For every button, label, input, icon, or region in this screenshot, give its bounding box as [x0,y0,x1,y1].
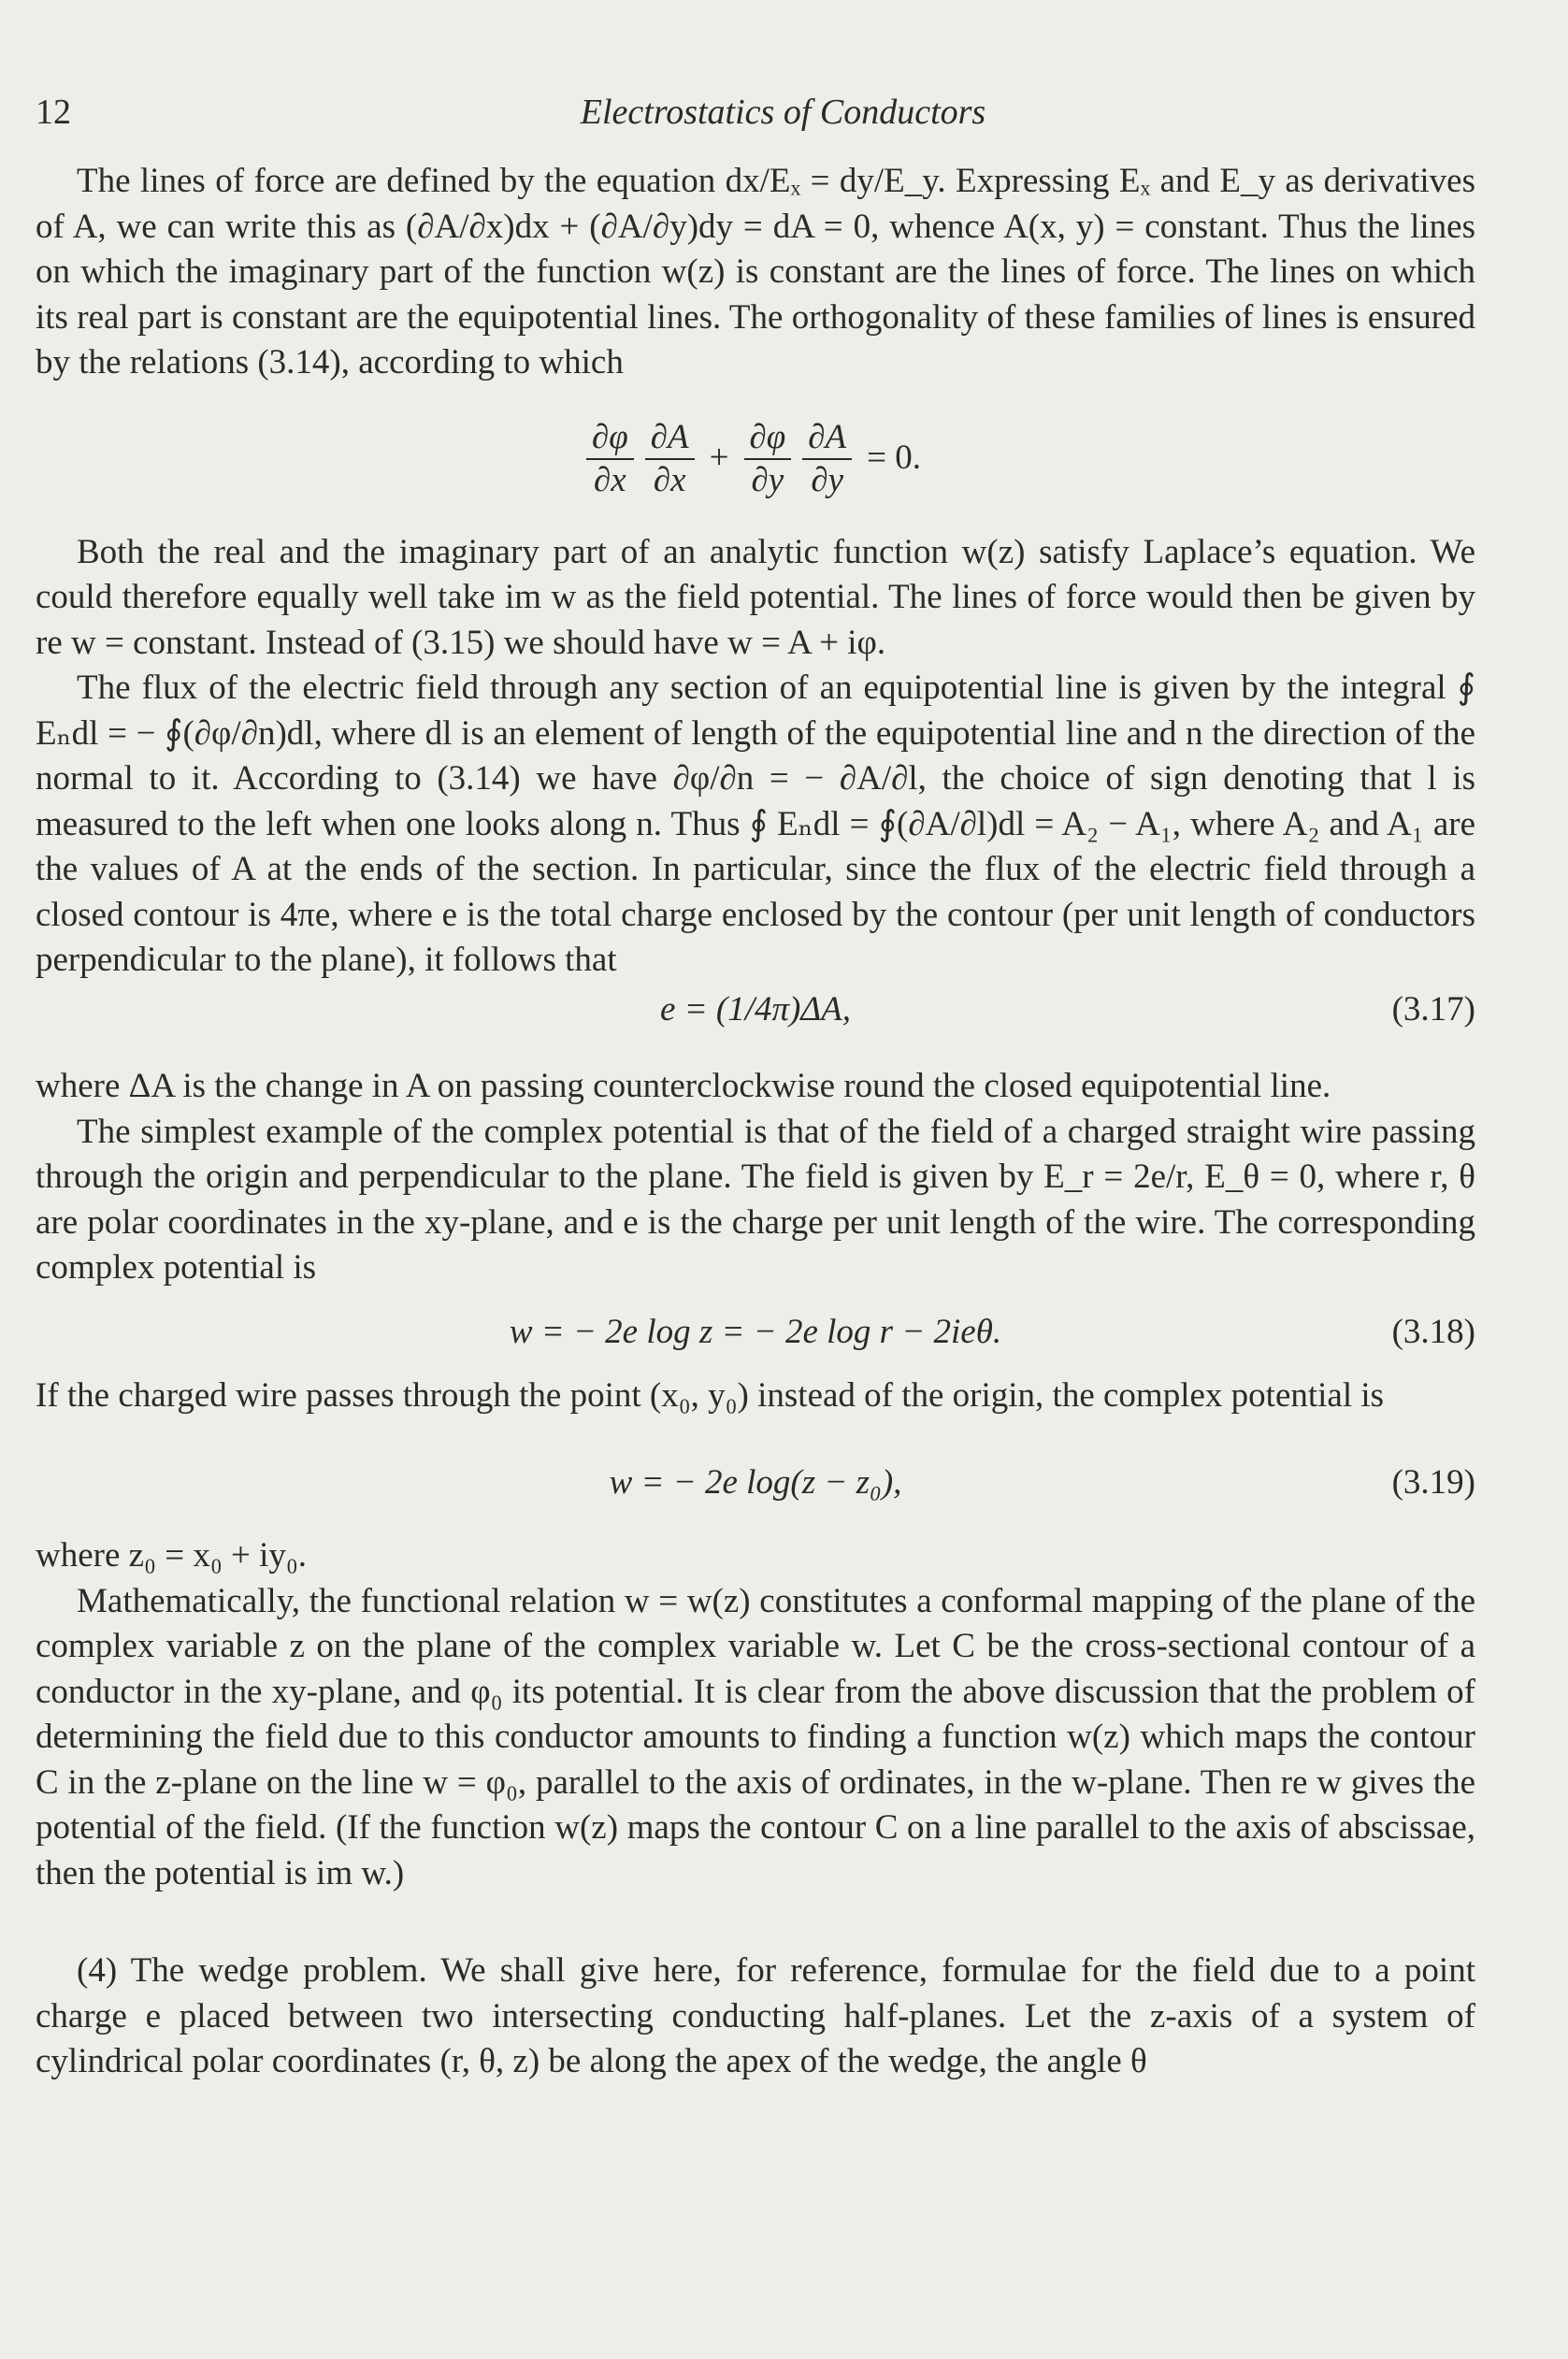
running-title: Electrostatics of Conductors [580,93,986,132]
page-number: 12 [36,93,71,132]
equation-3-18 [36,1310,1475,1356]
equation-number: (3.18) [1391,1312,1475,1351]
eq-term: ∂A [802,417,852,460]
paragraph-z0: where z₀ = x₀ + iy₀. [36,1536,308,1575]
page-body [36,159,1475,2085]
eq-term: ∂y [811,460,844,499]
paragraph-conformal-mapping: Mathematically, the functional relation w = w(z) constitutes a conformal mapping of the plane of the complex variable z on the plane of the complex variable w. Let C be the cross-sectional contour of a conductor in the xy-plane, and φ₀ its potential. It is clear from the above discussion that the problem of determining the field due to this conductor amounts to finding a function w(z) which maps the contour C in the z-plane on the line w = φ₀, parallel to the axis of ordinates, in the w-plane. Then re w gives the potential of the field. (If the function w(z) maps the contour C on a line parallel to the axis of abscissae, then the potential is im w.) [36,1581,1475,1892]
equation-orthogonality [36,394,1475,525]
equation-number: (3.17) [1391,989,1475,1028]
paragraph-wire-offset: If the charged wire passes through the point (x₀, y₀) instead of the origin, the complex potential is [36,1376,1385,1415]
equation-3-19 [36,1460,1475,1506]
paragraph-lines-of-force: The lines of force are defined by the equation dx/Eₓ = dy/E_y. Expressing Eₓ and E_y as derivatives of A, we can write this as (∂A/∂x)dx + (∂A/∂y)dy = dA = 0, whence A(x, y) = constant. Thus the lines on which the imaginary part of the function w(z) is constant are the lines of force. The lines on which its real part is constant are the equipotential lines. The orthogonality of these families of lines is ensured by the relations (3.14), according to which [36,162,1475,381]
equation-number: (3.19) [1391,1462,1475,1502]
eq-term: ∂x [593,460,626,499]
equation-text: w = − 2e log(z − z₀), [609,1462,902,1502]
eq-term: ∂y [751,460,784,499]
eq-term: ∂x [653,460,686,499]
equation-3-17 [36,987,1475,1033]
paragraph-laplace: Both the real and the imaginary part of an analytic function w(z) satisfy Laplace’s equation. We could therefore equally well take im w as the field potential. The lines of force would then be given by re w = constant. Instead of (3.15) we should have w = A + iφ. [36,532,1475,662]
page-header [36,92,1474,138]
equation-text: e = (1/4π)ΔA, [660,989,851,1028]
eq-term: ∂A [645,417,695,460]
paragraph-flux: The flux of the electric field through any section of an equipotential line is given by the integral ∮ Eₙdl = − ∮(∂φ/∂n)dl, where dl is an element of length of the equipotential line and n the direction of the normal to it. According to (3.14) we have ∂φ/∂n = − ∂A/∂l, the choice of sign denoting that l is measured to the left when one looks along n. Thus ∮ Eₙdl = ∮(∂A/∂l)dl = A₂ − A₁, where A₂ and A₁ are the values of A at the ends of the section. In particular, since the flux of the electric field through a closed contour is 4πe, where e is the total charge enclosed by the contour (per unit length of conductors perpendicular to the plane), it follows that [36,669,1475,979]
paragraph-simplest-example: The simplest example of the complex potential is that of the field of a charged straight wire passing through the origin and perpendicular to the plane. The field is given by E_r = 2e/r, E_θ = 0, where r, θ are polar coordinates in the xy-plane, and e is the charge per unit length of the wire. The corresponding complex potential is [36,1112,1475,1287]
eq-term: ∂φ [586,417,634,460]
eq-rhs: = 0. [867,439,922,478]
paragraph-delta-a: where ΔA is the change in A on passing counterclockwise round the closed equipotential line. [36,1067,1331,1105]
eq-plus: + [709,439,729,478]
paragraph-wedge-problem: (4) The wedge problem. We shall give here, for reference, formulae for the field due to a point charge e placed between two intersecting conducting half-planes. Let the z-axis of a system of cylindrical polar coordinates (r, θ, z) be along the apex of the wedge, the angle θ [36,1951,1475,2080]
equation-text: w = − 2e log z = − 2e log r − 2ieθ. [509,1312,1002,1351]
eq-term: ∂φ [744,417,792,460]
